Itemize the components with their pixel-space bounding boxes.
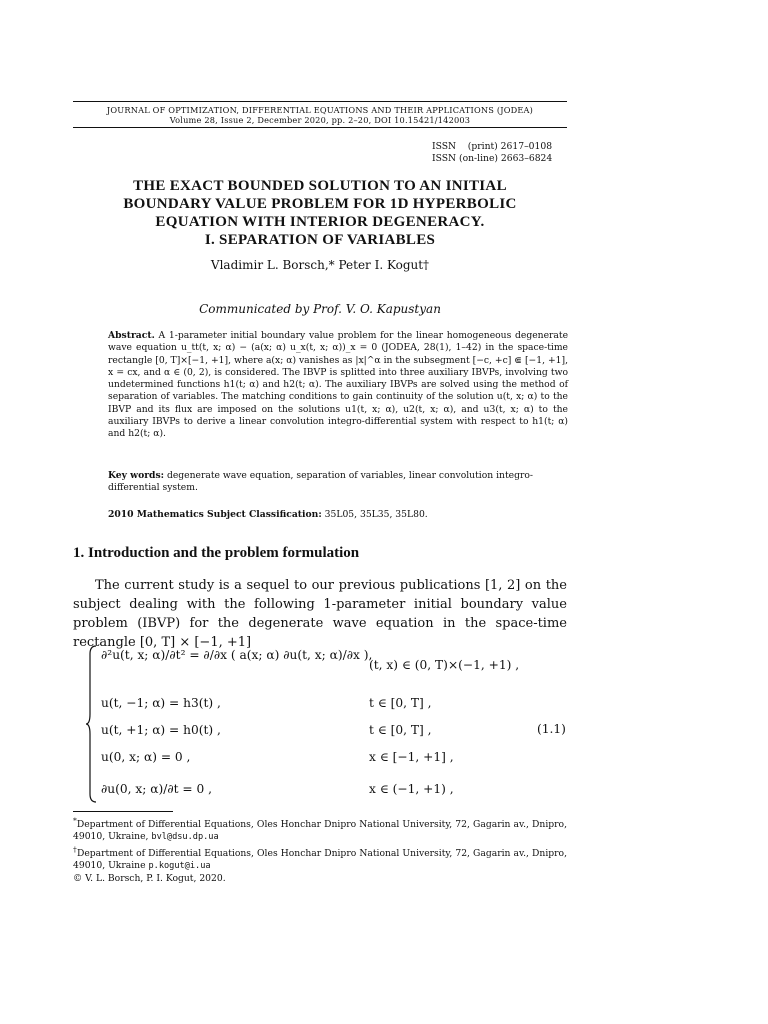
msc-label: 2010 Mathematics Subject Classification: (108, 509, 322, 520)
equation-row: u(t, −1; α) = h3(t) , (101, 696, 221, 710)
footnote-mark: † (73, 844, 77, 854)
intro-text: The current study is a sequel to our previous publications [1, 2] on the subject dealing with the following 1-parameter initial boundary value problem (IBVP) for the degenerate wave equation in the space-time rectangle [0, T] × [−1, +1] (73, 578, 567, 650)
section-heading: 1. Introduction and the problem formulation (73, 545, 360, 561)
journal-header (73, 101, 567, 128)
title-line: EQUATION WITH INTERIOR DEGENERACY. (155, 214, 485, 230)
title-line: BOUNDARY VALUE PROBLEM FOR 1D HYPERBOLIC (123, 196, 517, 212)
journal-name: JOURNAL OF OPTIMIZATION, DIFFERENTIAL EQUATIONS AND THEIR APPLICATIONS (JODEA) (106, 105, 534, 115)
footnote-text: Department of Differential Equations, Oles Honchar Dnipro National University, 72, Gagarin av., Dnipro, 49010, Ukraine, (73, 819, 567, 843)
issn-online: ISSN (on-line) 2663–6824 (432, 153, 553, 164)
title-line: THE EXACT BOUNDED SOLUTION TO AN INITIAL (133, 178, 507, 194)
msc-classification (108, 509, 568, 521)
authors: Vladimir L. Borsch,* Peter I. Kogut† (210, 258, 430, 272)
title-line: I. SEPARATION OF VARIABLES (204, 232, 436, 248)
intro-paragraph (73, 576, 567, 652)
condition: x ∈ (−1, +1) , (369, 782, 454, 796)
equation-number: (1.1) (537, 722, 566, 736)
pde-lhs: ∂²u(t, x; α)/∂t² = ∂/∂x ( a(x; α) ∂u(t, x; α)/∂x ), (101, 648, 373, 662)
issn-block (432, 141, 568, 165)
copyright: © V. L. Borsch, P. I. Kogut, 2020. (73, 872, 226, 884)
equation-row: ∂u(0, x; α)/∂t = 0 , (101, 782, 213, 796)
condition: t ∈ [0, T] , (369, 696, 432, 710)
footnote-mark: * (73, 816, 77, 825)
equation-row (101, 648, 372, 668)
paper-title (73, 177, 567, 249)
condition: t ∈ [0, T] , (369, 723, 432, 737)
email-link[interactable]: bvl@dsu.dp.ua (151, 832, 219, 843)
keywords (108, 470, 568, 495)
abstract (108, 330, 568, 441)
abstract-text: A 1-parameter initial boundary value problem for the linear homogeneous degenerate wave equation u_tt(t, x; α) − (a(x; α) u_x(t, x; α))_x = 0 (JODEA, 28(1), 1–42) in the space-time rectangle [0, T]×[−1, +1], where a(x; α) vanishes as |x|^α in the subsegment [−c, +c] ⋐ [−1, +1], x = cx, and α ∈ (0, 2), is considered. The IBVP is splitted into three auxiliary IBVPs, involving two undetermined functions h1(t; α) and h2(t; α). The auxiliary IBVPs are solved using the method of separation of variables. The matching conditions to gain continuity of the solution u(t, x; α) to the IBVP and its flux are imposed on the solutions u1(t, x; α), u2(t, x; α), and u3(t, x; α) to the auxiliary IBVPs to derive a linear convolution integro-differential system with respect to h1(t; α) and h2(t; α). (108, 330, 569, 440)
footnote-text: Department of Differential Equations, Oles Honchar Dnipro National University, 72, Gagarin av., Dnipro, 49010, Ukraine (73, 847, 568, 872)
condition: x ∈ [−1, +1] , (369, 750, 454, 764)
keywords-text: degenerate wave equation, separation of variables, linear convolution integro-differential system. (108, 470, 533, 494)
footnote (73, 815, 567, 844)
issn-print: ISSN (print) 2617–0108 (432, 141, 553, 152)
equation-system (73, 644, 567, 804)
condition: (t, x) ∈ (0, T)×(−1, +1) , (369, 658, 520, 672)
msc-text: 35L05, 35L35, 35L80. (324, 509, 428, 520)
footnotes (73, 815, 567, 885)
footnote-rule (73, 811, 173, 812)
left-brace (85, 644, 97, 804)
communicated-by: Communicated by Prof. V. O. Kapustyan (199, 302, 441, 316)
equation-row: u(0, x; α) = 0 , (101, 750, 191, 764)
equation-row: u(t, +1; α) = h0(t) , (101, 723, 221, 737)
abstract-label: Abstract. (108, 330, 155, 341)
volume-line: Volume 28, Issue 2, December 2020, pp. 2–20, DOI 10.15421/142003 (169, 115, 471, 125)
keywords-label: Key words: (108, 470, 165, 481)
email-link[interactable]: p.kogut@i.ua (148, 861, 211, 872)
footnote (73, 844, 567, 873)
